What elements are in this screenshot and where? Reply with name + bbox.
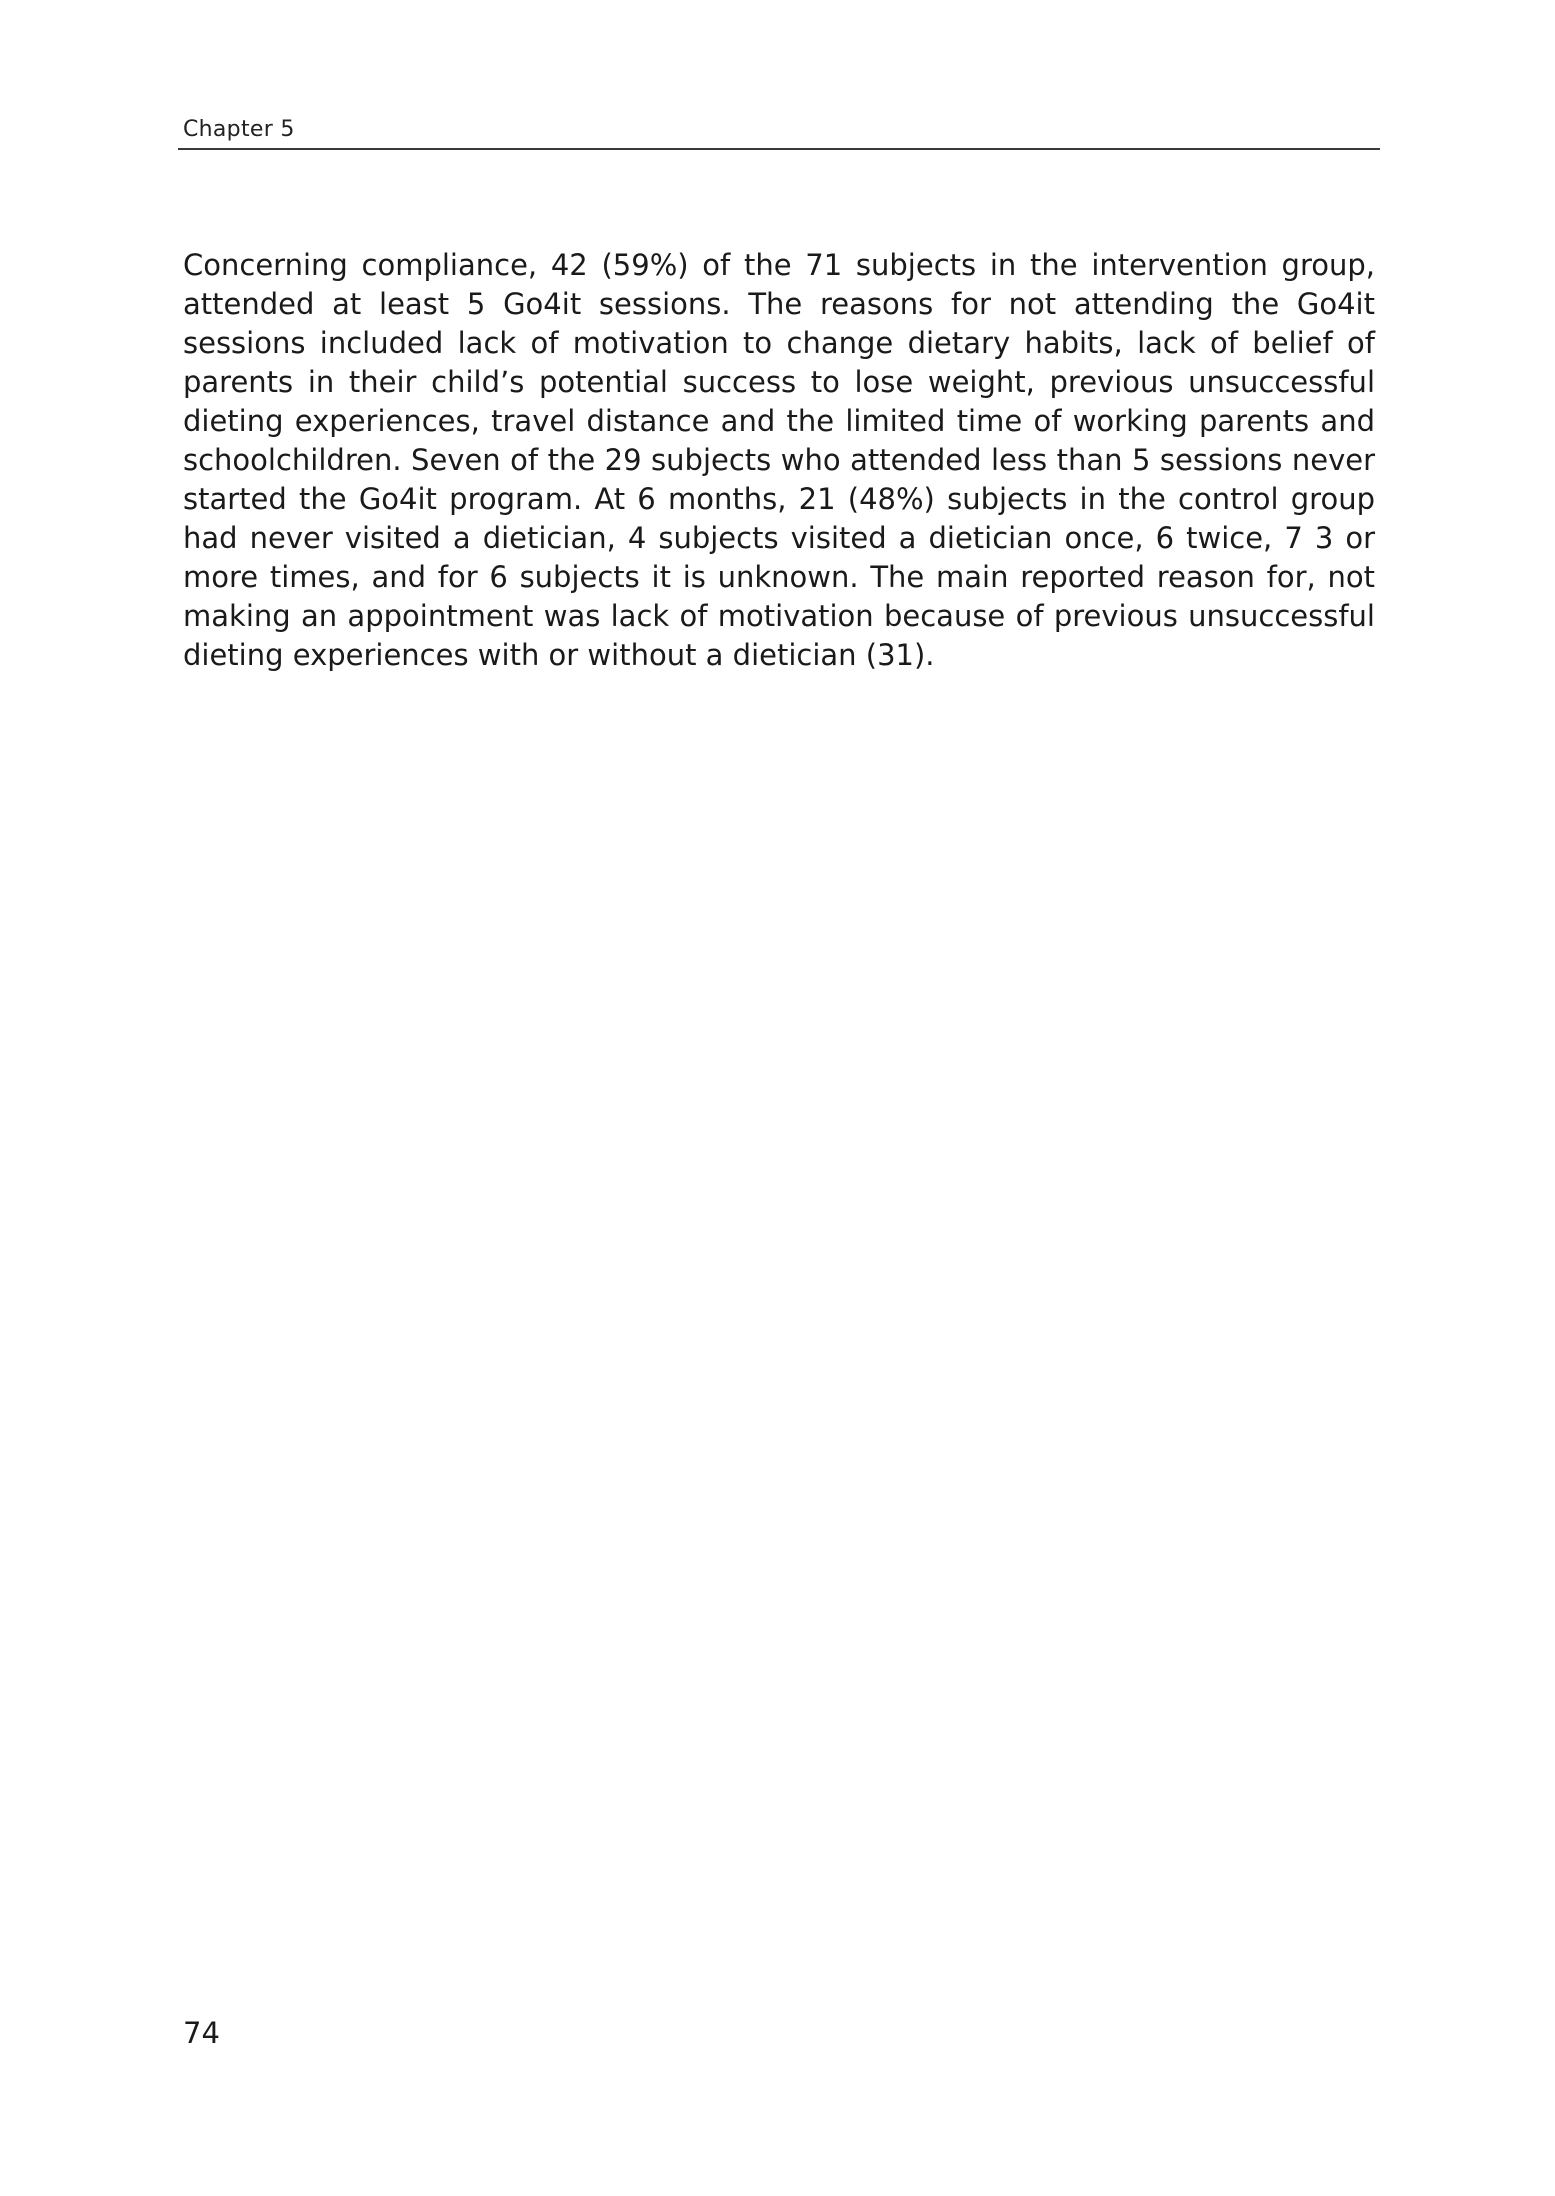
body-text (183, 246, 1375, 675)
body-paragraph: Concerning compliance, 42 (59%) of the 71 subjects in the intervention group, attended at least 5 Go4it sessions. The reasons for not attending the Go4it sessions included lack of motivation to change dietary habits, lack of belief of parents in their child’s potential success to lose weight, previous unsuccessful dieting experiences, travel distance and the limited time of working parents and schoolchildren. Seven of the 29 subjects who attended less than 5 sessions never started the Go4it program. At 6 months, 21 (48%) subjects in the control group had never visited a dietician, 4 subjects visited a dietician once, 6 twice, 7 3 or more times, and for 6 subjects it is unknown. The main reported reason for, not making an appointment was lack of motivation because of previous unsuccessful dieting experiences with or without a dietician (31). (183, 248, 1375, 672)
page-number: 74 (183, 2016, 220, 2050)
chapter-label: Chapter 5 (183, 117, 295, 142)
running-header (178, 112, 1380, 150)
